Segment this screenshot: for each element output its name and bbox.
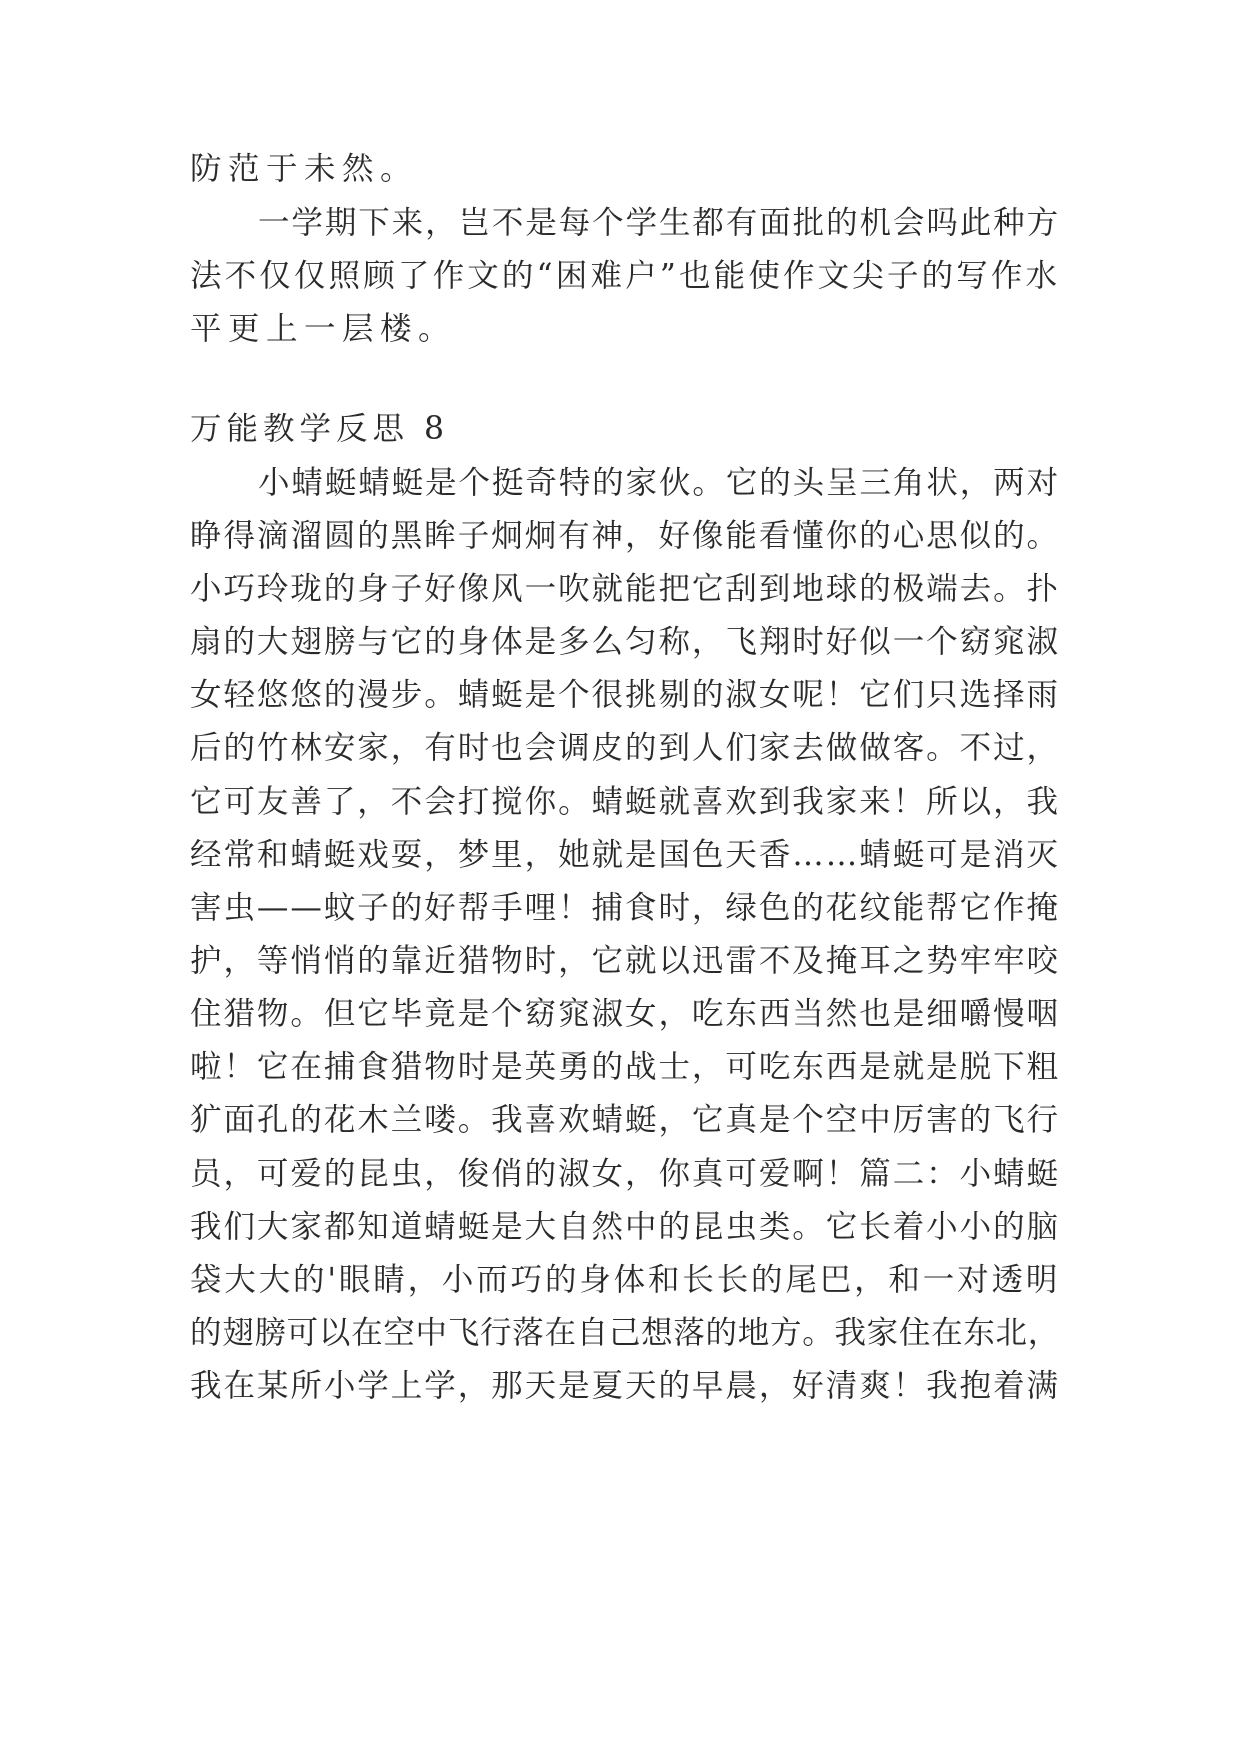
- paragraph-line: 后的竹林安家，有时也会调皮的到人们家去做做客。不过，: [190, 730, 1061, 766]
- paragraph-line: 我们大家都知道蜻蜓是大自然中的昆虫类。它长着小小的脑: [190, 1209, 1061, 1245]
- paragraph-line: 女轻悠悠的漫步。蜻蜓是个很挑剔的淑女呢！它们只选择雨: [190, 677, 1061, 713]
- paragraph-line: 住猎物。但它毕竟是个窈窕淑女，吃东西当然也是细嚼慢咽: [190, 996, 1061, 1032]
- paragraph-line: 扇的大翅膀与它的身体是多么匀称，飞翔时好似一个窈窕淑: [190, 624, 1061, 660]
- paragraph-line: 它可友善了，不会打搅你。蜻蜓就喜欢到我家来！所以，我: [190, 784, 1061, 820]
- paragraph-line: 睁得滴溜圆的黑眸子炯炯有神，好像能看懂你的心思似的。: [190, 518, 1061, 554]
- section-heading: 万能教学反思 8: [190, 411, 450, 447]
- paragraph-line: 小巧玲珑的身子好像风一吹就能把它刮到地球的极端去。扑: [190, 571, 1061, 607]
- paragraph-line: 犷面孔的花木兰喽。我喜欢蜻蜓，它真是个空中厉害的飞行: [190, 1102, 1061, 1138]
- paragraph-line: 的翅膀可以在空中飞行落在自己想落的地方。我家住在东北，: [190, 1315, 1061, 1351]
- paragraph-line: 啦！它在捕食猎物时是英勇的战士，可吃东西是就是脱下粗: [190, 1049, 1061, 1085]
- paragraph-line: 员，可爱的昆虫，俊俏的淑女，你真可爱啊！篇二：小蜻蜓: [190, 1156, 1061, 1192]
- paragraph-line: 袋大大的'眼睛，小而巧的身体和长长的尾巴，和一对透明: [190, 1262, 1061, 1298]
- paragraph-line: 我在某所小学上学，那天是夏天的早晨，好清爽！我抱着满: [190, 1368, 1061, 1404]
- paragraph-line: 一学期下来，岂不是每个学生都有面批的机会吗此种方: [258, 205, 1061, 241]
- paragraph-line: 害虫——蚊子的好帮手哩！捕食时，绿色的花纹能帮它作掩: [190, 890, 1061, 926]
- paragraph-line: 护，等悄悄的靠近猎物时，它就以迅雷不及掩耳之势牢牢咬: [190, 943, 1061, 979]
- paragraph-line: 小蜻蜓蜻蜓是个挺奇特的家伙。它的头呈三角状，两对: [258, 465, 1061, 501]
- paragraph-line: 法不仅仅照顾了作文的“困难户”也能使作文尖子的写作水: [190, 258, 1061, 294]
- paragraph-line: 防范于未然。: [190, 151, 419, 187]
- paragraph-line: 平更上一层楼。: [190, 311, 457, 347]
- paragraph-line: 经常和蜻蜓戏耍，梦里，她就是国色天香……蜻蜓可是消灭: [190, 837, 1061, 873]
